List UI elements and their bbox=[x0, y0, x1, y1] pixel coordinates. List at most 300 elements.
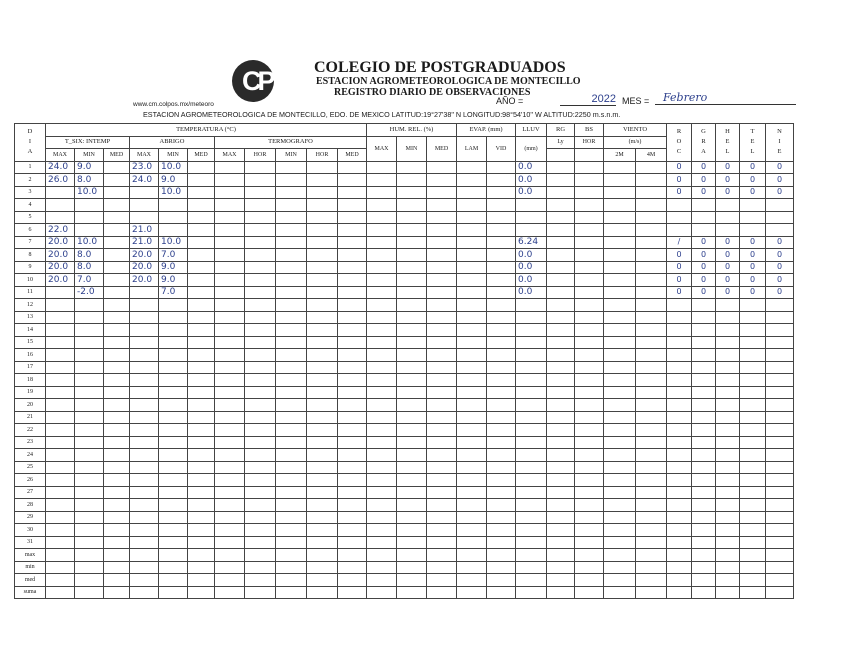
lluv-cell: 0.0 bbox=[516, 174, 547, 187]
term-min-cell bbox=[276, 336, 307, 349]
tel-cell bbox=[740, 399, 766, 412]
roc-cell: 0 bbox=[667, 186, 692, 199]
gra-cell bbox=[692, 449, 716, 462]
tsix-med-cell bbox=[104, 549, 130, 562]
tsix-min-cell bbox=[75, 361, 104, 374]
term-min-cell bbox=[276, 436, 307, 449]
roc-cell bbox=[667, 586, 692, 599]
tsix-min-cell bbox=[75, 199, 104, 212]
hum-max-header: MAX bbox=[367, 136, 397, 161]
evap-lam-cell bbox=[457, 224, 487, 237]
viento-4m-cell bbox=[636, 224, 667, 237]
bs-cell bbox=[575, 399, 604, 412]
gra-cell bbox=[692, 461, 716, 474]
gra-cell bbox=[692, 349, 716, 362]
abrigo-min-cell bbox=[159, 524, 188, 537]
hum-max-cell bbox=[367, 524, 397, 537]
term-min-hor-cell bbox=[307, 186, 338, 199]
tsix-min-cell: -2.0 bbox=[75, 286, 104, 299]
term-min-cell bbox=[276, 249, 307, 262]
evap-vid-cell bbox=[487, 524, 516, 537]
lluv-cell bbox=[516, 549, 547, 562]
tsix-max-cell bbox=[46, 324, 75, 337]
roc-cell: 0 bbox=[667, 286, 692, 299]
gra-cell bbox=[692, 374, 716, 387]
abrigo-max-cell bbox=[130, 386, 159, 399]
institution-title: COLEGIO DE POSTGRADUADOS bbox=[314, 59, 566, 76]
evap-lam-cell bbox=[457, 461, 487, 474]
evap-vid-cell bbox=[487, 286, 516, 299]
table-row bbox=[15, 574, 794, 587]
table-row bbox=[15, 511, 794, 524]
rg-cell bbox=[547, 399, 575, 412]
bs-cell bbox=[575, 561, 604, 574]
term-min-header: MIN bbox=[276, 149, 307, 162]
hum-med-cell bbox=[427, 349, 457, 362]
tsix-min-cell bbox=[75, 336, 104, 349]
tsix-med-cell bbox=[104, 511, 130, 524]
abrigo-med-cell bbox=[188, 399, 215, 412]
term-max-cell bbox=[215, 361, 245, 374]
term-med-cell bbox=[338, 561, 367, 574]
month-label: MES = bbox=[622, 96, 650, 106]
rg-cell bbox=[547, 549, 575, 562]
roc-cell: 0 bbox=[667, 174, 692, 187]
term-max-hor-header: HOR bbox=[245, 149, 276, 162]
rg-cell bbox=[547, 511, 575, 524]
term-min-cell bbox=[276, 211, 307, 224]
term-med-cell bbox=[338, 436, 367, 449]
abrigo-max-cell: 21.0 bbox=[130, 236, 159, 249]
term-med-header: MED bbox=[338, 149, 367, 162]
day-cell: max bbox=[15, 549, 46, 562]
hum-max-cell bbox=[367, 324, 397, 337]
tsix-med-cell bbox=[104, 199, 130, 212]
lluv-header: LLUV bbox=[516, 124, 547, 137]
evap-lam-cell bbox=[457, 199, 487, 212]
term-med-cell bbox=[338, 486, 367, 499]
temperatura-header: TEMPERATURA (°C) bbox=[46, 124, 367, 137]
evap-lam-cell bbox=[457, 499, 487, 512]
term-min-hor-cell bbox=[307, 361, 338, 374]
nie-cell bbox=[766, 411, 794, 424]
term-med-cell bbox=[338, 174, 367, 187]
abrigo-med-cell bbox=[188, 486, 215, 499]
hum-max-cell bbox=[367, 224, 397, 237]
nie-cell bbox=[766, 361, 794, 374]
abrigo-min-cell: 9.0 bbox=[159, 261, 188, 274]
evap-vid-cell bbox=[487, 474, 516, 487]
hum-med-cell bbox=[427, 461, 457, 474]
hum-max-cell bbox=[367, 211, 397, 224]
term-max-hor-cell bbox=[245, 436, 276, 449]
bs-cell bbox=[575, 411, 604, 424]
tel-cell bbox=[740, 474, 766, 487]
term-max-hor-cell bbox=[245, 361, 276, 374]
term-min-cell bbox=[276, 374, 307, 387]
term-med-cell bbox=[338, 511, 367, 524]
lluv-cell bbox=[516, 424, 547, 437]
nie-cell bbox=[766, 199, 794, 212]
roc-cell bbox=[667, 499, 692, 512]
hum-min-cell bbox=[397, 249, 427, 262]
table-row bbox=[15, 411, 794, 424]
evap-vid-cell bbox=[487, 461, 516, 474]
observation-table bbox=[14, 123, 794, 599]
nie-cell bbox=[766, 399, 794, 412]
viento-4m-cell bbox=[636, 299, 667, 312]
viento-4m-cell bbox=[636, 211, 667, 224]
term-max-cell bbox=[215, 474, 245, 487]
gra-cell bbox=[692, 424, 716, 437]
hum-max-cell bbox=[367, 474, 397, 487]
hum-min-cell bbox=[397, 186, 427, 199]
lluv-cell bbox=[516, 524, 547, 537]
term-max-cell bbox=[215, 424, 245, 437]
nie-cell: 0 bbox=[766, 236, 794, 249]
hel-cell: 0 bbox=[716, 161, 740, 174]
tsix-max-cell bbox=[46, 411, 75, 424]
evap-vid-cell bbox=[487, 274, 516, 287]
evap-lam-cell bbox=[457, 261, 487, 274]
abrigo-min-cell bbox=[159, 549, 188, 562]
rg-cell bbox=[547, 474, 575, 487]
viento-2m-cell bbox=[604, 361, 636, 374]
viento-2m-cell bbox=[604, 386, 636, 399]
hel-cell bbox=[716, 536, 740, 549]
day-cell: 28 bbox=[15, 499, 46, 512]
term-min-hor-cell bbox=[307, 424, 338, 437]
hum-min-cell bbox=[397, 411, 427, 424]
rg-cell bbox=[547, 386, 575, 399]
day-cell: 16 bbox=[15, 349, 46, 362]
tsix-med-cell bbox=[104, 574, 130, 587]
hum-min-cell bbox=[397, 474, 427, 487]
viento-2m-cell bbox=[604, 261, 636, 274]
term-max-cell bbox=[215, 311, 245, 324]
hum-min-cell bbox=[397, 224, 427, 237]
viento-4m-cell bbox=[636, 424, 667, 437]
gra-cell bbox=[692, 511, 716, 524]
tsix-min-cell bbox=[75, 411, 104, 424]
day-cell: 4 bbox=[15, 199, 46, 212]
abrigo-med-cell bbox=[188, 211, 215, 224]
day-cell: 12 bbox=[15, 299, 46, 312]
roc-cell bbox=[667, 511, 692, 524]
rg-cell bbox=[547, 186, 575, 199]
lluv-cell bbox=[516, 311, 547, 324]
tsix-min-cell: 9.0 bbox=[75, 161, 104, 174]
evap-lam-cell bbox=[457, 336, 487, 349]
day-cell: 23 bbox=[15, 436, 46, 449]
evap-vid-cell bbox=[487, 174, 516, 187]
hel-cell bbox=[716, 574, 740, 587]
tsix-min-cell: 8.0 bbox=[75, 174, 104, 187]
abrigo-med-cell bbox=[188, 186, 215, 199]
evap-lam-cell bbox=[457, 574, 487, 587]
nie-cell bbox=[766, 524, 794, 537]
term-max-cell bbox=[215, 499, 245, 512]
hum-med-cell bbox=[427, 261, 457, 274]
tsix-max-cell: 22.0 bbox=[46, 224, 75, 237]
roc-cell bbox=[667, 311, 692, 324]
tel-cell: 0 bbox=[740, 286, 766, 299]
term-min-hor-cell bbox=[307, 574, 338, 587]
viento-2m-cell bbox=[604, 236, 636, 249]
abrigo-med-cell bbox=[188, 236, 215, 249]
term-min-hor-cell bbox=[307, 324, 338, 337]
abrigo-med-cell bbox=[188, 449, 215, 462]
day-cell: 15 bbox=[15, 336, 46, 349]
viento-4m-cell bbox=[636, 374, 667, 387]
table-row bbox=[15, 399, 794, 412]
gra-cell bbox=[692, 324, 716, 337]
term-min-cell bbox=[276, 386, 307, 399]
table-row bbox=[15, 261, 794, 274]
lluv-cell bbox=[516, 561, 547, 574]
viento-4m-cell bbox=[636, 186, 667, 199]
hum-max-cell bbox=[367, 236, 397, 249]
roc-cell bbox=[667, 224, 692, 237]
abrigo-max-cell bbox=[130, 324, 159, 337]
evap-vid-cell bbox=[487, 224, 516, 237]
hel-cell bbox=[716, 474, 740, 487]
tsix-med-cell bbox=[104, 186, 130, 199]
evap-vid-cell bbox=[487, 186, 516, 199]
term-min-cell bbox=[276, 511, 307, 524]
viento-2m-cell bbox=[604, 174, 636, 187]
hum-med-cell bbox=[427, 324, 457, 337]
rg-cell bbox=[547, 349, 575, 362]
abrigo-max-cell bbox=[130, 349, 159, 362]
bs-cell bbox=[575, 524, 604, 537]
rg-cell bbox=[547, 236, 575, 249]
term-max-hor-cell bbox=[245, 474, 276, 487]
viento-4m-cell bbox=[636, 161, 667, 174]
term-max-cell bbox=[215, 349, 245, 362]
gra-cell bbox=[692, 549, 716, 562]
abrigo-max-cell: 23.0 bbox=[130, 161, 159, 174]
tsix-max-cell bbox=[46, 486, 75, 499]
hel-cell: 0 bbox=[716, 236, 740, 249]
hum-max-cell bbox=[367, 374, 397, 387]
term-min-cell bbox=[276, 536, 307, 549]
tsix-med-cell bbox=[104, 536, 130, 549]
roc-cell bbox=[667, 436, 692, 449]
abr-min-header: MIN bbox=[159, 149, 188, 162]
evap-vid-cell bbox=[487, 311, 516, 324]
bs-cell bbox=[575, 199, 604, 212]
bs-cell bbox=[575, 249, 604, 262]
abrigo-min-cell bbox=[159, 449, 188, 462]
roc-cell bbox=[667, 374, 692, 387]
table-row bbox=[15, 236, 794, 249]
lluv-cell bbox=[516, 361, 547, 374]
tsix-max-header: MAX bbox=[46, 149, 75, 162]
tsix-max-cell bbox=[46, 386, 75, 399]
hum-max-cell bbox=[367, 349, 397, 362]
hel-cell bbox=[716, 211, 740, 224]
term-min-cell bbox=[276, 199, 307, 212]
termografo-header: TERMOGRAFO bbox=[215, 136, 367, 149]
evap-vid-cell bbox=[487, 361, 516, 374]
tsix-min-cell bbox=[75, 374, 104, 387]
viento-2m-cell bbox=[604, 411, 636, 424]
day-cell: 24 bbox=[15, 449, 46, 462]
viento-2m-cell bbox=[604, 324, 636, 337]
tel-cell bbox=[740, 299, 766, 312]
abrigo-max-cell bbox=[130, 299, 159, 312]
abrigo-med-cell bbox=[188, 299, 215, 312]
roc-cell bbox=[667, 549, 692, 562]
tsix-max-cell: 20.0 bbox=[46, 261, 75, 274]
tsix-max-cell bbox=[46, 449, 75, 462]
tsix-max-cell bbox=[46, 336, 75, 349]
term-max-cell bbox=[215, 249, 245, 262]
term-min-hor-cell bbox=[307, 511, 338, 524]
term-max-hor-cell bbox=[245, 561, 276, 574]
hum-med-cell bbox=[427, 286, 457, 299]
hum-med-cell bbox=[427, 474, 457, 487]
term-min-cell bbox=[276, 324, 307, 337]
nie-cell: 0 bbox=[766, 186, 794, 199]
tel-cell bbox=[740, 549, 766, 562]
tsix-min-cell: 8.0 bbox=[75, 249, 104, 262]
rg-cell bbox=[547, 436, 575, 449]
gra-cell bbox=[692, 386, 716, 399]
bs-cell bbox=[575, 574, 604, 587]
abrigo-max-cell: 20.0 bbox=[130, 261, 159, 274]
viento-2m-cell bbox=[604, 286, 636, 299]
rg-cell bbox=[547, 499, 575, 512]
abrigo-max-cell bbox=[130, 474, 159, 487]
hum-min-cell bbox=[397, 586, 427, 599]
abrigo-max-cell: 20.0 bbox=[130, 274, 159, 287]
hum-min-cell bbox=[397, 436, 427, 449]
term-med-cell bbox=[338, 161, 367, 174]
hum-med-cell bbox=[427, 561, 457, 574]
tel-cell bbox=[740, 311, 766, 324]
viento-4m-cell bbox=[636, 474, 667, 487]
viento-4m-cell bbox=[636, 499, 667, 512]
hum-rel-header: HUM. REL. (%) bbox=[367, 124, 457, 137]
term-max-cell bbox=[215, 236, 245, 249]
term-min-hor-cell bbox=[307, 524, 338, 537]
hum-max-cell bbox=[367, 574, 397, 587]
hum-min-cell bbox=[397, 461, 427, 474]
hel-cell bbox=[716, 199, 740, 212]
bs-cell bbox=[575, 324, 604, 337]
hum-med-cell bbox=[427, 424, 457, 437]
hum-med-cell bbox=[427, 186, 457, 199]
tsix-min-cell bbox=[75, 299, 104, 312]
tsix-med-cell bbox=[104, 399, 130, 412]
abrigo-min-cell bbox=[159, 349, 188, 362]
evap-vid-cell bbox=[487, 161, 516, 174]
hum-min-cell bbox=[397, 524, 427, 537]
term-min-cell bbox=[276, 461, 307, 474]
term-min-hor-cell bbox=[307, 549, 338, 562]
roc-cell bbox=[667, 486, 692, 499]
viento-4m-cell bbox=[636, 361, 667, 374]
evap-vid-cell bbox=[487, 249, 516, 262]
table-row bbox=[15, 561, 794, 574]
viento-2m-cell bbox=[604, 161, 636, 174]
tsix-max-cell bbox=[46, 286, 75, 299]
rg-cell bbox=[547, 211, 575, 224]
evap-lam-cell bbox=[457, 274, 487, 287]
tsix-med-cell bbox=[104, 299, 130, 312]
hel-cell bbox=[716, 436, 740, 449]
rg-cell bbox=[547, 574, 575, 587]
viento-4m-cell bbox=[636, 249, 667, 262]
hum-max-cell bbox=[367, 199, 397, 212]
abrigo-min-cell bbox=[159, 399, 188, 412]
hum-med-cell bbox=[427, 249, 457, 262]
tsix-min-cell bbox=[75, 574, 104, 587]
evap-vid-cell bbox=[487, 436, 516, 449]
viento-unit-header: (m/s) bbox=[604, 136, 667, 149]
term-max-cell bbox=[215, 199, 245, 212]
lluv-cell bbox=[516, 486, 547, 499]
tel-cell bbox=[740, 374, 766, 387]
day-cell: 6 bbox=[15, 224, 46, 237]
abrigo-med-cell bbox=[188, 474, 215, 487]
tel-cell bbox=[740, 449, 766, 462]
tel-cell bbox=[740, 561, 766, 574]
table-row bbox=[15, 274, 794, 287]
abrigo-min-cell: 10.0 bbox=[159, 236, 188, 249]
table-row bbox=[15, 299, 794, 312]
hum-max-cell bbox=[367, 486, 397, 499]
bs-cell bbox=[575, 549, 604, 562]
bs-cell bbox=[575, 536, 604, 549]
nie-cell bbox=[766, 436, 794, 449]
rg-cell bbox=[547, 336, 575, 349]
evap-lam-cell bbox=[457, 449, 487, 462]
term-max-cell bbox=[215, 486, 245, 499]
tsix-med-cell bbox=[104, 524, 130, 537]
gra-cell bbox=[692, 586, 716, 599]
term-med-cell bbox=[338, 286, 367, 299]
tsix-med-cell bbox=[104, 436, 130, 449]
rg-cell bbox=[547, 561, 575, 574]
evap-vid-cell bbox=[487, 211, 516, 224]
evap-lam-cell bbox=[457, 549, 487, 562]
evap-lam-cell bbox=[457, 386, 487, 399]
nie-cell bbox=[766, 386, 794, 399]
term-max-hor-cell bbox=[245, 399, 276, 412]
term-max-cell bbox=[215, 461, 245, 474]
colpos-logo: CP bbox=[232, 60, 274, 102]
register-subtitle: REGISTRO DIARIO DE OBSERVACIONES bbox=[334, 87, 531, 98]
nie-cell bbox=[766, 424, 794, 437]
hum-min-cell bbox=[397, 286, 427, 299]
bs-cell bbox=[575, 474, 604, 487]
tsix-min-cell bbox=[75, 224, 104, 237]
evap-lam-cell bbox=[457, 561, 487, 574]
gra-cell bbox=[692, 561, 716, 574]
hel-cell bbox=[716, 511, 740, 524]
abrigo-min-cell bbox=[159, 561, 188, 574]
term-max-cell bbox=[215, 336, 245, 349]
hum-med-cell bbox=[427, 586, 457, 599]
hum-min-cell bbox=[397, 424, 427, 437]
term-max-cell bbox=[215, 574, 245, 587]
term-med-cell bbox=[338, 461, 367, 474]
tsix-max-cell bbox=[46, 424, 75, 437]
nie-cell: 0 bbox=[766, 249, 794, 262]
